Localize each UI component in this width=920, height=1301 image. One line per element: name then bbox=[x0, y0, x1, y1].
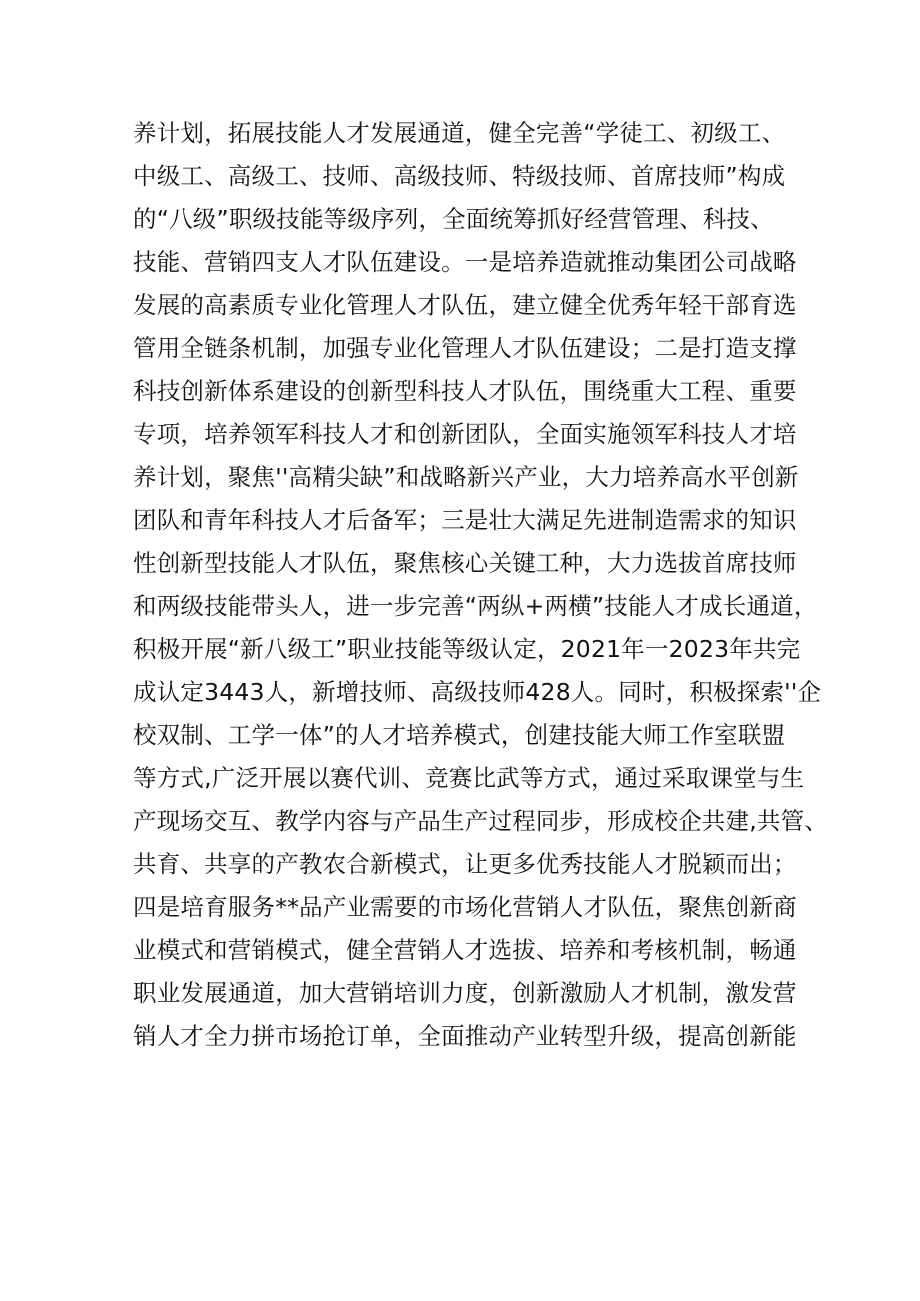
text-line: 的“八级”职级技能等级序列，全面统筹抓好经营管理、科技、 bbox=[133, 205, 774, 233]
text-line: 管用全链条机制，加强专业化管理人才队伍建设；二是打造支撑 bbox=[133, 334, 797, 362]
text-line: 养计划，聚焦''高精尖缺”和战略新兴产业，大力培养高水平创新 bbox=[133, 463, 799, 491]
body-paragraph bbox=[133, 112, 833, 1058]
text-line: 积极开展“新八级工”职业技能等级认定，2021年一2023年共完 bbox=[133, 635, 801, 663]
text-line: 中级工、高级工、技师、高级技师、特级技师、首席技师”构成 bbox=[133, 162, 786, 190]
text-line: 共育、共享的产教农合新模式，让更多优秀技能人才脱颖而出； bbox=[133, 850, 797, 878]
text-line: 科技创新体系建设的创新型科技人才队伍，围绕重大工程、重要 bbox=[133, 377, 797, 405]
text-line: 产现场交互、教学内容与产品生产过程同步，形成校企共建,共管、 bbox=[133, 807, 828, 835]
text-line: 等方式,广泛开展以赛代训、竞赛比武等方式，通过采取课堂与生 bbox=[133, 764, 805, 792]
text-line: 性创新型技能人才队伍，聚焦核心关键工种，大力选拔首席技师 bbox=[133, 549, 797, 577]
text-line: 职业发展通道，加大营销培训力度，创新激励人才机制，激发营 bbox=[133, 979, 797, 1007]
text-line: 团队和青年科技人才后备军；三是壮大满足先进制造需求的知识 bbox=[133, 506, 797, 534]
text-line: 校双制、工学一体”的人才培养模式，创建技能大师工作室联盟 bbox=[133, 721, 786, 749]
text-line: 销人才全力拼市场抢订单，全面推动产业转型升级，提高创新能 bbox=[133, 1022, 797, 1050]
text-line: 业模式和营销模式，健全营销人才选拔、培养和考核机制，畅通 bbox=[133, 936, 797, 964]
text-line: 养计划，拓展技能人才发展通道，健全完善“学徒工、初级工、 bbox=[133, 119, 786, 147]
text-line: 成认定3443人，新增技师、高级技师428人。同时，积极探索''企 bbox=[133, 678, 822, 706]
text-line: 四是培育服务**品产业需要的市场化营销人才队伍，聚焦创新商 bbox=[133, 893, 797, 921]
text-line: 和两级技能带头人，进一步完善“两纵+两横”技能人才成长通道， bbox=[133, 592, 818, 620]
text-line: 发展的高素质专业化管理人才队伍，建立健全优秀年轻干部育选 bbox=[133, 291, 797, 319]
text-line: 专项，培养领军科技人才和创新团队，全面实施领军科技人才培 bbox=[133, 420, 797, 448]
text-line: 技能、营销四支人才队伍建设。一是培养造就推动集团公司战略 bbox=[133, 248, 797, 276]
